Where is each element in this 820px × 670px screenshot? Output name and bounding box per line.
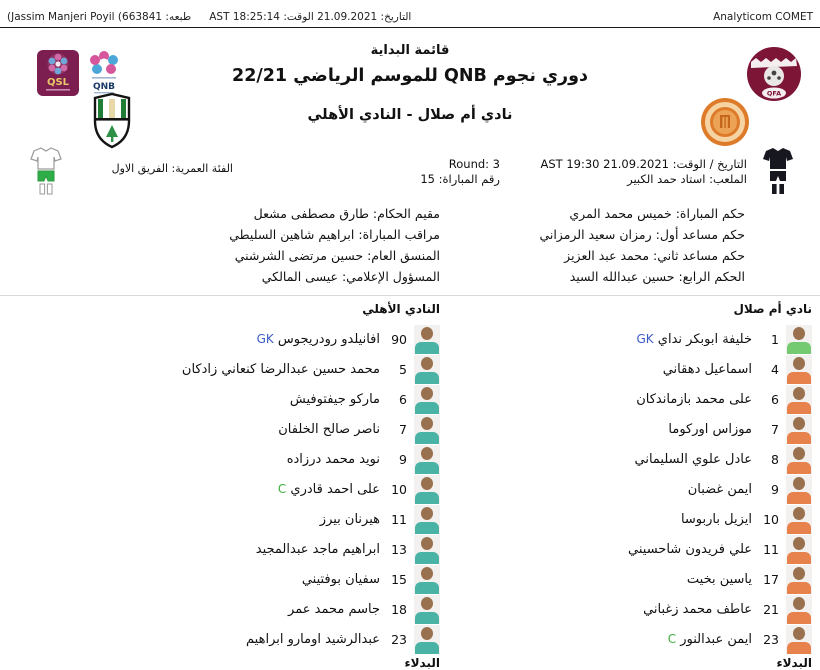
player-number: 23: [763, 631, 779, 647]
player-number: 90: [391, 331, 407, 347]
player-photo: [414, 325, 440, 354]
player-photo-head: [421, 387, 433, 400]
match-delegates-list: [229, 203, 440, 287]
player-photo-shirt: [415, 372, 439, 384]
player-photo: [414, 445, 440, 474]
svg-text:QSL: QSL: [46, 77, 70, 88]
player-name: افانيلدو رودريجوس: [277, 331, 380, 347]
player-photo-head: [793, 567, 805, 580]
report-title: قائمة البداية: [370, 43, 450, 58]
player-photo-shirt: [787, 492, 811, 504]
player-row: [510, 594, 812, 624]
player-number: 1: [771, 331, 779, 347]
match-officials-list: [539, 203, 745, 287]
player-photo: [414, 475, 440, 504]
fixture-title: نادي أم صلال - النادي الأهلي: [307, 107, 513, 123]
player-row: [138, 324, 440, 354]
player-photo-shirt: [415, 552, 439, 564]
player-photo-shirt: [787, 642, 811, 654]
player-name-wrap: [256, 542, 380, 557]
player-photo-shirt: [415, 402, 439, 414]
player-name-wrap: [290, 392, 380, 407]
player-row: [510, 504, 812, 534]
player-name-wrap: [182, 362, 380, 377]
player-number: 23: [391, 631, 407, 647]
player-name-wrap: [287, 452, 380, 467]
player-photo-shirt: [415, 642, 439, 654]
player-photo: [786, 595, 812, 624]
svg-text:QNB: QNB: [92, 82, 116, 92]
player-name-wrap: [668, 632, 752, 647]
player-photo-shirt: [787, 372, 811, 384]
player-name-wrap: [681, 512, 752, 527]
player-role-tag: GK: [636, 331, 654, 346]
player-name: نويد محمد درزاده: [286, 451, 380, 467]
player-photo-head: [421, 447, 433, 460]
player-photo: [786, 505, 812, 534]
player-row: [138, 414, 440, 444]
match-round: Round: 3: [448, 157, 500, 171]
player-photo: [414, 535, 440, 564]
player-photo: [786, 565, 812, 594]
home-substitutes-label: البدلاء: [776, 656, 812, 670]
player-row: [510, 564, 812, 594]
player-name-wrap: [636, 332, 752, 347]
home-team-kit-icon: [760, 146, 796, 196]
player-row: [138, 384, 440, 414]
player-number: 15: [391, 571, 407, 587]
player-name: عبدالرشيد اومارو ابراهيم: [246, 631, 380, 647]
player-name-wrap: [257, 332, 380, 347]
player-role-tag: GK: [256, 331, 274, 346]
competition-title: دوري نجوم QNB للموسم الرياضي 22/21: [232, 66, 588, 86]
player-name-wrap: [643, 602, 752, 617]
player-name-wrap: [278, 482, 380, 497]
player-row: [138, 624, 440, 654]
match-datetime: التاريخ / الوقت: 21.09.2021 19:30 AST: [540, 157, 747, 171]
player-photo-shirt: [787, 612, 811, 624]
player-row: [138, 504, 440, 534]
player-photo-head: [793, 387, 805, 400]
player-name: اسماعيل دهقاني: [662, 361, 752, 377]
player-photo-shirt: [787, 402, 811, 414]
player-photo-shirt: [787, 462, 811, 474]
svg-text:QFA: QFA: [766, 89, 782, 98]
player-row: [510, 414, 812, 444]
player-name-wrap: [320, 512, 380, 527]
player-photo-shirt: [415, 582, 439, 594]
player-name: ايمن عبدالنور: [680, 631, 752, 647]
player-photo-head: [793, 357, 805, 370]
player-number: 8: [771, 451, 779, 467]
player-row: [510, 474, 812, 504]
player-number: 6: [771, 391, 779, 407]
player-name: علي فريدون شاحسيني: [628, 541, 752, 557]
player-photo-head: [793, 447, 805, 460]
player-row: [510, 354, 812, 384]
player-name-wrap: [636, 392, 752, 407]
general-coordinator: المنسق العام: حسين مرتضى الشرشني: [234, 248, 440, 263]
home-team-name: نادي أم صلال: [733, 302, 812, 316]
player-row: [510, 444, 812, 474]
player-name-wrap: [302, 572, 380, 587]
player-name-wrap: [246, 632, 380, 647]
player-name-wrap: [278, 422, 380, 437]
player-row: [138, 564, 440, 594]
player-name: عادل علوي السليماني: [634, 451, 752, 467]
player-photo-head: [793, 537, 805, 550]
away-team-name: النادي الأهلي: [362, 302, 440, 316]
player-photo: [414, 505, 440, 534]
player-photo-head: [793, 507, 805, 520]
player-photo-head: [421, 597, 433, 610]
player-name-wrap: [688, 482, 752, 497]
player-photo-head: [793, 597, 805, 610]
match-commissioner: مراقب المباراة: ابراهيم شاهين السليطي: [229, 227, 440, 242]
player-name: ايزيل باربوسا: [680, 511, 752, 527]
match-number: رقم المباراة: 15: [420, 172, 500, 186]
player-photo-head: [793, 627, 805, 640]
player-photo: [414, 595, 440, 624]
player-number: 7: [399, 421, 407, 437]
player-row: [138, 534, 440, 564]
report-header-bar: [0, 0, 820, 28]
player-number: 5: [399, 361, 407, 377]
player-photo-shirt: [787, 522, 811, 534]
player-name-wrap: [668, 422, 752, 437]
player-photo: [414, 385, 440, 414]
player-name-wrap: [687, 572, 752, 587]
player-row: [138, 444, 440, 474]
assistant-referee-1: حكم مساعد أول: رمزان سعيد الرمزاني: [539, 227, 745, 242]
player-number: 17: [763, 571, 779, 587]
away-substitutes-label: البدلاء: [404, 656, 440, 670]
player-photo-head: [421, 507, 433, 520]
player-photo-shirt: [415, 522, 439, 534]
player-name: ماركو جيفتوفيش: [289, 391, 380, 407]
player-name: على محمد بازماندكان: [636, 391, 752, 407]
player-photo-head: [793, 417, 805, 430]
player-photo-shirt: [787, 432, 811, 444]
player-name-wrap: [288, 602, 380, 617]
player-number: 6: [399, 391, 407, 407]
player-photo-shirt: [415, 462, 439, 474]
player-photo-shirt: [787, 582, 811, 594]
player-number: 13: [391, 541, 407, 557]
player-photo: [786, 385, 812, 414]
player-name: ناصر صالح الخلفان: [278, 421, 380, 437]
player-photo-shirt: [415, 342, 439, 354]
player-name: خليفة ابوبكر نداي: [657, 331, 752, 347]
player-row: [510, 324, 812, 354]
player-photo: [414, 415, 440, 444]
away-player-list: [138, 324, 440, 654]
player-number: 7: [771, 421, 779, 437]
player-photo: [786, 415, 812, 444]
player-row: [138, 474, 440, 504]
player-name: ياسين بخيت: [686, 571, 752, 587]
player-row: [138, 354, 440, 384]
player-name: ابراهيم ماجد عبدالمجيد: [255, 541, 380, 557]
player-photo-head: [421, 357, 433, 370]
player-photo-head: [421, 327, 433, 340]
player-number: 10: [763, 511, 779, 527]
media-officer: المسؤول الإعلامي: عيسى المالكي: [261, 269, 440, 284]
player-role-tag: C: [667, 631, 677, 646]
player-number: 4: [771, 361, 779, 377]
player-photo: [786, 325, 812, 354]
player-photo-head: [793, 477, 805, 490]
home-team-column: [510, 299, 812, 670]
player-photo: [414, 565, 440, 594]
player-number: 11: [763, 541, 779, 557]
player-row: [510, 384, 812, 414]
player-photo-shirt: [415, 612, 439, 624]
referee: حكم المباراة: خميس محمد المري: [569, 206, 745, 221]
section-divider: [0, 295, 820, 296]
player-name: ايمن غضبان: [687, 481, 752, 497]
player-name: محمد حسين عبدالرضا كنعاني زادكان: [181, 361, 380, 377]
player-photo: [414, 355, 440, 384]
player-photo-head: [421, 627, 433, 640]
player-number: 11: [391, 511, 407, 527]
player-photo: [414, 625, 440, 654]
player-number: 9: [771, 481, 779, 497]
player-name: على احمد قادري: [290, 481, 380, 497]
player-photo-shirt: [787, 552, 811, 564]
assistant-referee-2: حكم مساعد ثاني: محمد عبد العزيز: [564, 248, 745, 263]
player-photo: [786, 355, 812, 384]
player-photo-shirt: [415, 432, 439, 444]
player-row: [510, 534, 812, 564]
age-category: الفئة العمرية: الفريق الاول: [111, 162, 233, 175]
app-name: Analyticom COMET: [713, 11, 813, 23]
fourth-official: الحكم الرابع: حسين عبدالله السيد: [569, 269, 745, 284]
player-name-wrap: [663, 362, 752, 377]
player-photo-head: [793, 327, 805, 340]
printed-by: (Jassim Manjeri Poyil (663841 :طبعه: [7, 11, 192, 23]
player-name: جاسم محمد عمر: [288, 601, 380, 617]
player-name: سفيان بوفتيني: [301, 571, 380, 587]
player-photo-head: [421, 417, 433, 430]
player-row: [138, 594, 440, 624]
player-photo-head: [421, 567, 433, 580]
away-team-column: [138, 299, 440, 670]
away-team-kit-icon: [28, 146, 64, 196]
player-photo-shirt: [787, 342, 811, 354]
player-photo-shirt: [415, 492, 439, 504]
player-number: 18: [391, 601, 407, 617]
home-player-list: [510, 324, 812, 654]
player-name: موزاس اوركوما: [668, 421, 752, 437]
match-stadium: الملعب: استاد حمد الكبير: [627, 172, 747, 186]
player-number: 9: [399, 451, 407, 467]
player-name: هيرنان بيرز: [319, 511, 380, 527]
printed-datetime: التاريخ: 21.09.2021 الوقت: 18:25:14 AST: [209, 11, 412, 23]
match-datetime-block: [540, 157, 747, 187]
player-role-tag: C: [277, 481, 287, 496]
player-photo-head: [421, 537, 433, 550]
player-row: [510, 624, 812, 654]
player-photo-head: [421, 477, 433, 490]
player-photo: [786, 535, 812, 564]
player-name: عاطف محمد زغباني: [643, 601, 752, 617]
player-number: 10: [391, 481, 407, 497]
player-name-wrap: [628, 542, 752, 557]
match-round-block: [420, 157, 500, 187]
player-photo: [786, 625, 812, 654]
player-name-wrap: [635, 452, 753, 467]
player-photo: [786, 445, 812, 474]
player-number: 21: [763, 601, 779, 617]
player-photo: [786, 475, 812, 504]
referee-assessor: مقيم الحكام: طارق مصطفى مشعل: [253, 206, 440, 221]
